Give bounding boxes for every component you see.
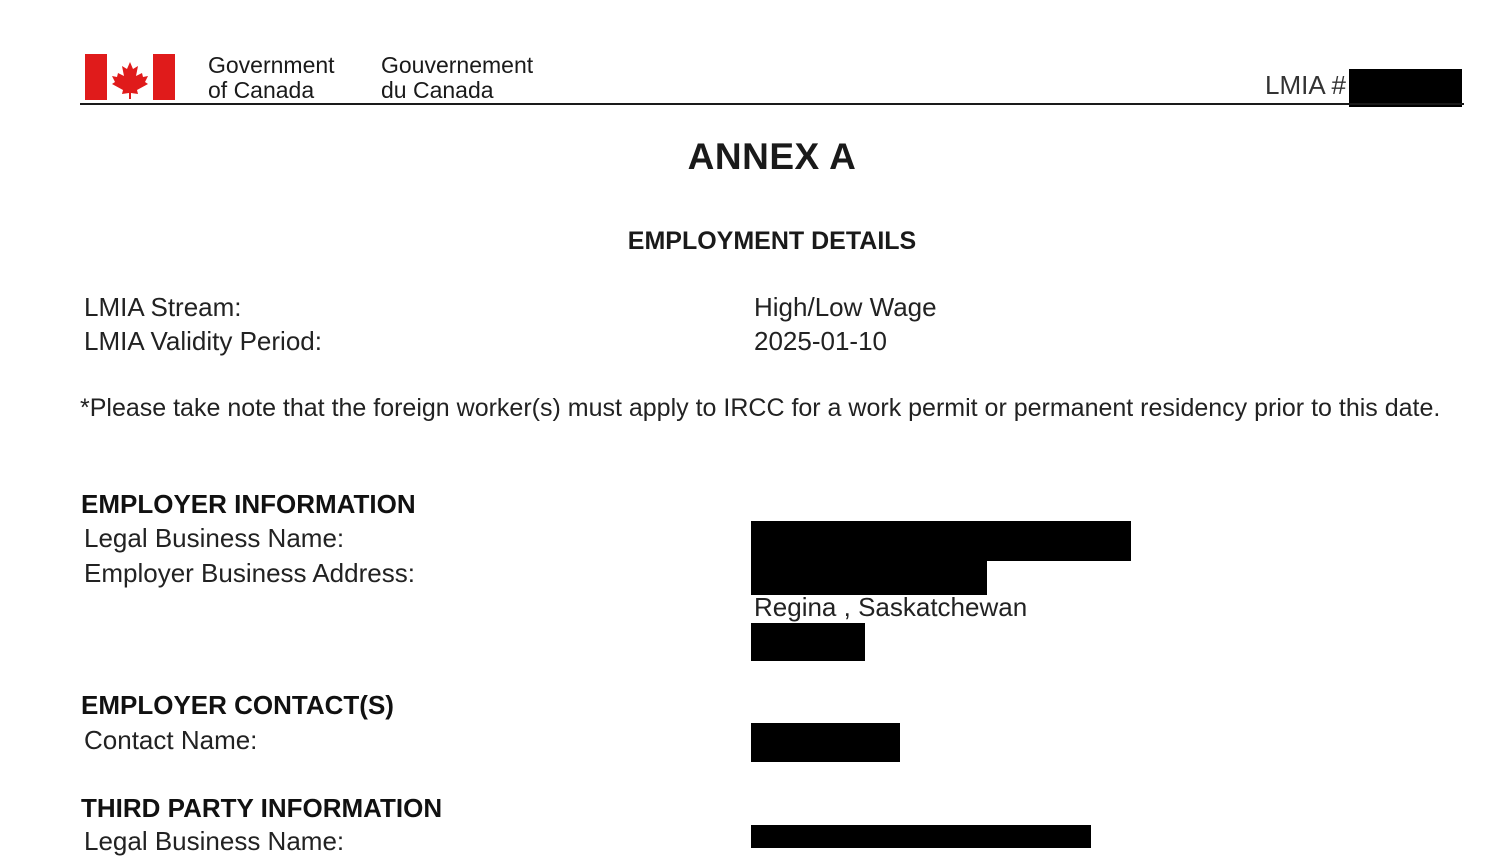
redacted-employer-name: [751, 521, 1131, 561]
section-subtitle: EMPLOYMENT DETAILS: [627, 227, 917, 255]
employer-address-label: Employer Business Address:: [84, 558, 415, 588]
gov-fr-line2: du Canada: [381, 77, 494, 103]
lmia-stream-value: High/Low Wage: [754, 292, 937, 322]
gov-wordmark-en: [208, 53, 335, 103]
third-party-legal-name-label: Legal Business Name:: [84, 826, 345, 856]
redacted-lmia-number: [1349, 69, 1462, 107]
employer-legal-name-label: Legal Business Name:: [84, 523, 345, 553]
employer-contacts-heading: EMPLOYER CONTACT(S): [81, 690, 394, 720]
lmia-validity-value: 2025-01-10: [754, 326, 887, 356]
gov-en-line1: Government: [208, 52, 335, 78]
canada-flag-logo: [85, 54, 175, 100]
redacted-employer-street: [751, 557, 987, 595]
page-title: ANNEX A: [687, 136, 857, 177]
third-party-information-heading: THIRD PARTY INFORMATION: [81, 793, 443, 823]
header-divider: [80, 103, 1464, 105]
redacted-contact-name: [751, 723, 900, 762]
employer-information-heading: EMPLOYER INFORMATION: [81, 489, 416, 519]
validity-note: *Please take note that the foreign worker(s) must apply to IRCC for a work permit or permanent residency prior to this date.: [80, 394, 1441, 422]
employer-city-province: Regina , Saskatchewan: [754, 592, 1028, 622]
lmia-stream-label: LMIA Stream:: [84, 292, 242, 322]
lmia-number-label: LMIA #: [1265, 70, 1346, 100]
contact-name-label: Contact Name:: [84, 725, 258, 755]
redacted-postal-code: [751, 623, 865, 661]
gov-fr-line1: Gouvernement: [381, 52, 534, 78]
gov-en-line2: of Canada: [208, 77, 315, 103]
redacted-third-party-name: [751, 825, 1091, 848]
gov-wordmark-fr: [381, 53, 533, 103]
lmia-validity-label: LMIA Validity Period:: [84, 326, 322, 356]
